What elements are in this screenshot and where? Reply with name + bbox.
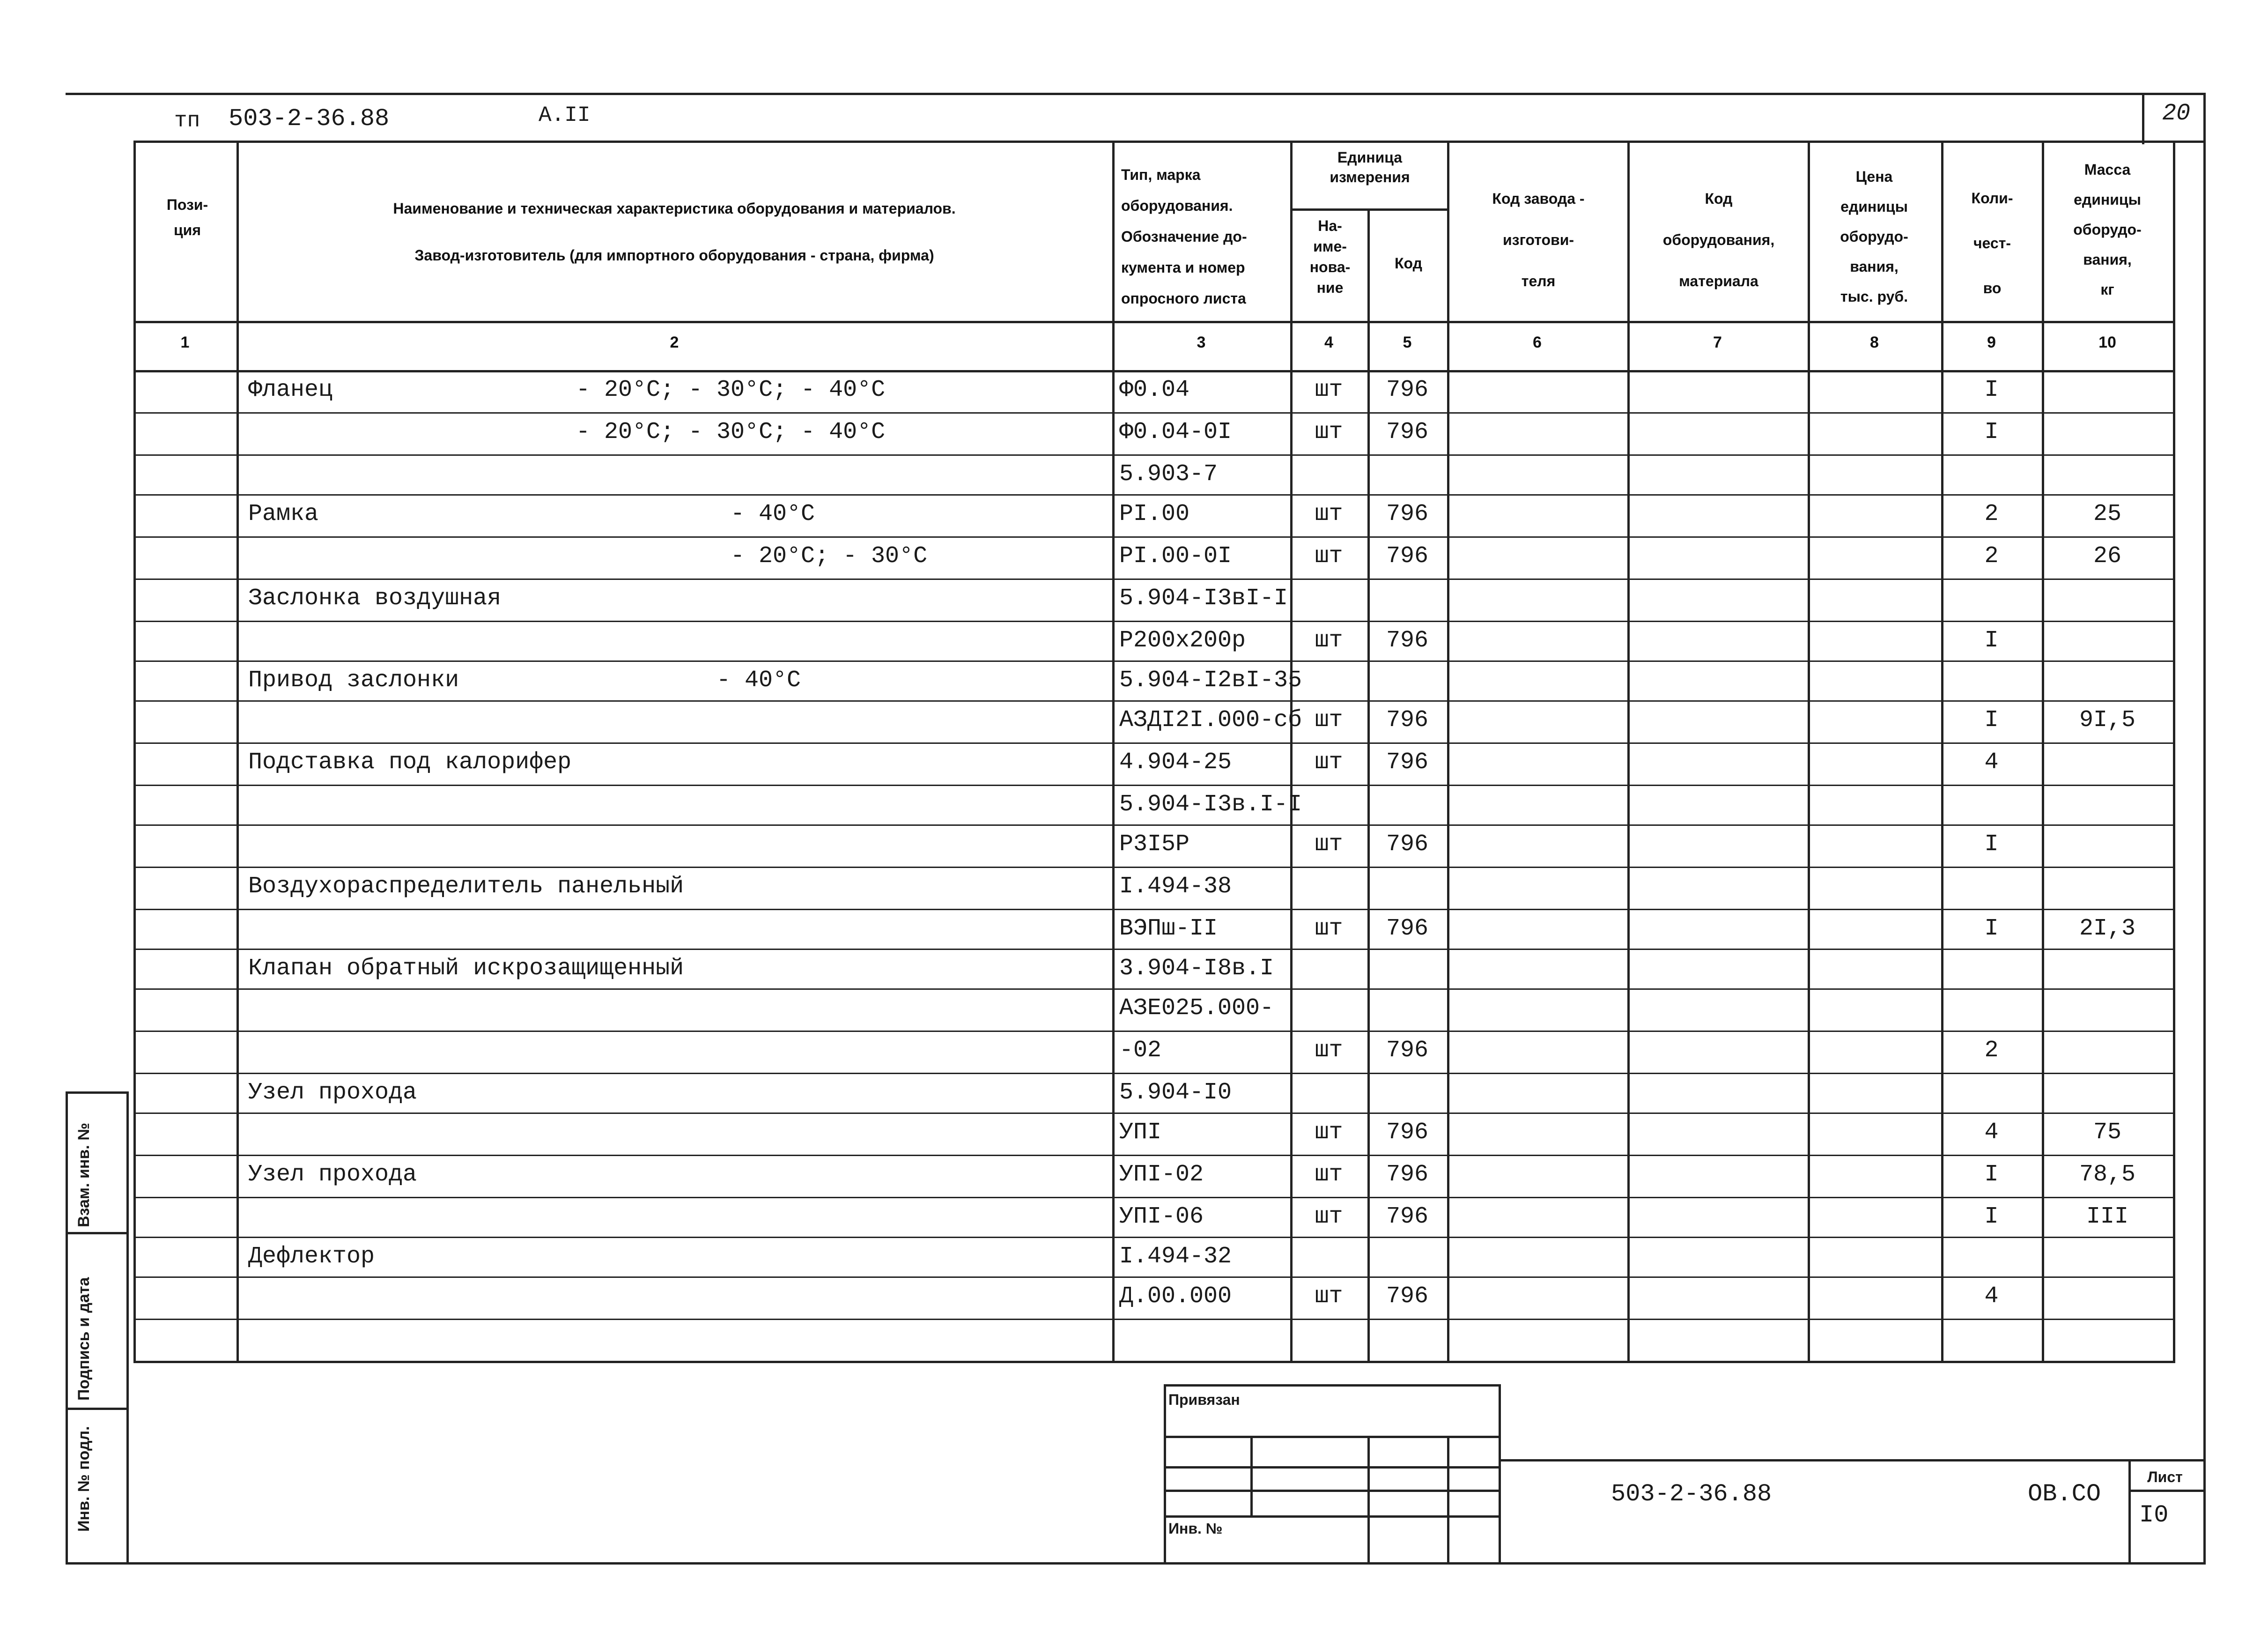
side-label-inv-podl: Инв. № подл. xyxy=(75,1426,93,1532)
stamp-border xyxy=(1164,1384,1501,1387)
item-name: Рамка xyxy=(248,501,319,527)
item-unit: шт xyxy=(1315,831,1343,858)
stamp-sheet-label: Лист xyxy=(2147,1469,2183,1485)
item-unit: шт xyxy=(1315,707,1343,734)
stamp-bound-label: Привязан xyxy=(1168,1391,1240,1408)
item-quantity: I xyxy=(1984,1203,1999,1230)
row-border xyxy=(133,1361,2175,1363)
header-col5: Код xyxy=(1395,255,1422,272)
stamp-border xyxy=(1164,1466,1501,1469)
item-unit: шт xyxy=(1315,1119,1343,1146)
stamp-border xyxy=(1447,1436,1449,1562)
column-number: 1 xyxy=(180,334,190,351)
column-number: 3 xyxy=(1197,334,1206,351)
stamp-border xyxy=(1164,1515,1501,1518)
item-quantity: 4 xyxy=(1984,1283,1999,1310)
column-border xyxy=(1447,141,1449,1363)
side-margin-border xyxy=(66,1408,129,1410)
item-unit: шт xyxy=(1315,915,1343,942)
row-border xyxy=(133,1031,2175,1032)
column-border xyxy=(1627,141,1630,1363)
item-name: Узел прохода xyxy=(248,1079,417,1106)
header-col1: Пози- ция xyxy=(166,196,208,238)
stamp-border xyxy=(1164,1436,1501,1438)
item-type-mark: РI.00-0I xyxy=(1119,543,1232,570)
item-type-mark: УПI-02 xyxy=(1119,1161,1204,1188)
item-mass: 26 xyxy=(2093,543,2121,570)
item-temperature: - 40°С xyxy=(717,667,801,694)
item-type-mark: 5.904-I2вI-35 xyxy=(1119,667,1302,694)
side-margin-border xyxy=(66,1232,129,1234)
item-mass: 75 xyxy=(2093,1119,2121,1146)
stamp-border xyxy=(1164,1384,1166,1562)
column-border xyxy=(2173,141,2175,1363)
row-border xyxy=(133,1155,2175,1156)
column-number: 5 xyxy=(1403,334,1412,351)
item-type-mark: УПI-06 xyxy=(1119,1203,1204,1230)
row-border xyxy=(133,1276,2175,1278)
item-unit-code: 796 xyxy=(1386,543,1428,570)
table-top-border xyxy=(133,141,2175,143)
item-type-mark: I.494-38 xyxy=(1119,873,1232,900)
item-type-mark: РI.00 xyxy=(1119,501,1190,527)
stamp-border xyxy=(1367,1436,1370,1562)
row-border xyxy=(133,949,2175,950)
item-mass: 25 xyxy=(2093,501,2121,527)
stamp-section: ОВ.СО xyxy=(2028,1480,2101,1508)
item-quantity: 4 xyxy=(1984,749,1999,776)
column-number: 10 xyxy=(2098,334,2116,351)
item-name: Привод заслонки xyxy=(248,667,459,694)
row-border xyxy=(133,536,2175,538)
item-unit-code: 796 xyxy=(1386,627,1428,654)
header-project-code: 503-2-36.88 xyxy=(229,105,390,133)
stamp-border xyxy=(1250,1436,1253,1515)
item-type-mark: АЗЕ025.000- xyxy=(1119,995,1274,1022)
item-unit: шт xyxy=(1315,627,1343,654)
side-margin-border xyxy=(126,1091,129,1565)
item-type-mark: АЗДI2I.000-сб xyxy=(1119,707,1302,734)
side-margin-border xyxy=(66,1091,129,1094)
column-number: 8 xyxy=(1870,334,1879,351)
item-name: Узел прохода xyxy=(248,1161,417,1188)
column-border xyxy=(236,141,239,1363)
row-border xyxy=(133,909,2175,910)
item-temperature: - 20°С; - 30°С; - 40°С xyxy=(576,377,886,403)
item-name: Фланец xyxy=(248,377,333,403)
item-type-mark: Д.00.000 xyxy=(1119,1283,1232,1310)
row-border xyxy=(133,412,2175,414)
row-border xyxy=(133,1237,2175,1238)
item-mass: III xyxy=(2086,1203,2128,1230)
item-unit: шт xyxy=(1315,749,1343,776)
item-quantity: I xyxy=(1984,1161,1999,1188)
column-number: 9 xyxy=(1987,334,1996,351)
item-type-mark: ВЭПш-II xyxy=(1119,915,1218,942)
row-border xyxy=(133,742,2175,744)
item-name: Клапан обратный искрозащищенный xyxy=(248,955,684,982)
item-mass: 78,5 xyxy=(2079,1161,2136,1188)
sheet-bottom-border xyxy=(66,1562,2206,1565)
item-type-mark: 5.904-I0 xyxy=(1119,1079,1232,1106)
stamp-border xyxy=(2128,1490,2206,1492)
header-prefix: тп xyxy=(174,109,200,133)
row-border xyxy=(133,785,2175,786)
header-col7: Код оборудования, материала xyxy=(1662,190,1775,289)
item-unit-code: 796 xyxy=(1386,1283,1428,1310)
item-quantity: 2 xyxy=(1984,501,1999,527)
item-unit-code: 796 xyxy=(1386,1161,1428,1188)
page-number: 20 xyxy=(2162,100,2190,127)
side-label-podpis-data: Подпись и дата xyxy=(75,1277,93,1401)
column-number: 7 xyxy=(1713,334,1722,351)
item-unit-code: 796 xyxy=(1386,419,1428,445)
item-type-mark: Ф0.04 xyxy=(1119,377,1190,403)
header-col3: Тип, марка оборудования. Обозначение до- кумента и номер опросного листа xyxy=(1121,166,1247,307)
item-unit-code: 796 xyxy=(1386,1037,1428,1064)
item-unit: шт xyxy=(1315,419,1343,445)
item-unit-code: 796 xyxy=(1386,831,1428,858)
item-unit-code: 796 xyxy=(1386,501,1428,527)
item-type-mark: 4.904-25 xyxy=(1119,749,1232,776)
item-quantity: I xyxy=(1984,831,1999,858)
header-col4: На- име- нова- ние xyxy=(1309,217,1351,296)
item-quantity: I xyxy=(1984,915,1999,942)
stamp-border xyxy=(2128,1459,2131,1562)
row-border xyxy=(133,660,2175,662)
item-name: Дефлектор xyxy=(248,1243,375,1270)
item-quantity: 2 xyxy=(1984,543,1999,570)
item-name: Подставка под калорифер xyxy=(248,749,572,776)
row-border xyxy=(133,454,2175,456)
row-border xyxy=(133,370,2175,372)
side-label-vzam-inv: Взам. инв. № xyxy=(75,1122,93,1227)
row-border xyxy=(133,988,2175,990)
item-temperature: - 20°С; - 30°С xyxy=(731,543,928,570)
row-border xyxy=(133,1197,2175,1198)
item-quantity: I xyxy=(1984,419,1999,445)
stamp-doc-code: 503-2-36.88 xyxy=(1611,1480,1772,1508)
header-col6: Код завода - изготови- теля xyxy=(1492,190,1585,289)
item-unit-code: 796 xyxy=(1386,377,1428,403)
row-border xyxy=(133,824,2175,826)
item-unit-code: 796 xyxy=(1386,1203,1428,1230)
column-number: 6 xyxy=(1533,334,1542,351)
item-quantity: I xyxy=(1984,627,1999,654)
row-border xyxy=(133,1113,2175,1114)
item-mass: 2I,3 xyxy=(2079,915,2136,942)
header-col9: Коли- чест- во xyxy=(1971,190,2013,297)
row-border xyxy=(133,867,2175,868)
item-unit-code: 796 xyxy=(1386,749,1428,776)
row-border xyxy=(133,1319,2175,1320)
item-unit: шт xyxy=(1315,377,1343,403)
item-unit: шт xyxy=(1315,1161,1343,1188)
header-col2: Наименование и техническая характеристика оборудования и материалов. Завод-изготовитель (для импортного оборудования - страна, фирма) xyxy=(393,200,956,264)
column-number: 2 xyxy=(670,334,679,351)
item-mass: 9I,5 xyxy=(2079,707,2136,734)
item-quantity: 4 xyxy=(1984,1119,1999,1146)
item-type-mark: УПI xyxy=(1119,1119,1162,1146)
item-type-mark: Р200х200р xyxy=(1119,627,1246,654)
item-quantity: 2 xyxy=(1984,1037,1999,1064)
item-unit-code: 796 xyxy=(1386,915,1428,942)
item-type-mark: Ф0.04-0I xyxy=(1119,419,1232,445)
row-border xyxy=(133,579,2175,580)
item-name: Воздухораспределитель панельный xyxy=(248,873,684,900)
item-type-mark: -02 xyxy=(1119,1037,1162,1064)
stamp-border xyxy=(1499,1459,2203,1461)
row-border xyxy=(133,494,2175,496)
item-unit: шт xyxy=(1315,501,1343,527)
row-border xyxy=(133,1073,2175,1074)
stamp-sheet-number: I0 xyxy=(2139,1501,2169,1529)
item-type-mark: 5.903-7 xyxy=(1119,461,1218,488)
header-bottom-border xyxy=(133,321,2175,323)
item-type-mark: 5.904-I3в.I-I xyxy=(1119,791,1302,818)
row-border xyxy=(133,621,2175,622)
item-type-mark: 3.904-I8в.I xyxy=(1119,955,1274,982)
side-margin-border xyxy=(66,1091,68,1565)
stamp-border xyxy=(1164,1490,1501,1492)
column-border xyxy=(1808,141,1810,1363)
row-border xyxy=(133,700,2175,702)
item-type-mark: I.494-32 xyxy=(1119,1243,1232,1270)
stamp-border xyxy=(1499,1384,1501,1562)
item-unit: шт xyxy=(1315,1037,1343,1064)
item-unit: шт xyxy=(1315,543,1343,570)
item-type-mark: 5.904-I3вI-I xyxy=(1119,585,1288,612)
header-unit-group: Единица измерения xyxy=(1330,149,1410,185)
item-unit: шт xyxy=(1315,1203,1343,1230)
item-quantity: I xyxy=(1984,707,1999,734)
item-temperature: - 20°С; - 30°С; - 40°С xyxy=(576,419,886,445)
header-col10: Масса единицы оборудо- вания, кг xyxy=(2073,161,2142,298)
item-temperature: - 40°С xyxy=(731,501,815,527)
item-name: Заслонка воздушная xyxy=(248,585,502,612)
column-border xyxy=(1112,141,1115,1363)
header-col8: Цена единицы оборудо- вания, тыс. руб. xyxy=(1840,168,1908,305)
item-type-mark: Р3I5Р xyxy=(1119,831,1190,858)
stamp-inv-label: Инв. № xyxy=(1168,1520,1223,1537)
column-number: 4 xyxy=(1324,334,1333,351)
item-unit-code: 796 xyxy=(1386,1119,1428,1146)
item-unit: шт xyxy=(1315,1283,1343,1310)
header-album: А.II xyxy=(539,103,591,127)
column-border xyxy=(133,141,136,1363)
item-unit-code: 796 xyxy=(1386,707,1428,734)
item-quantity: I xyxy=(1984,377,1999,403)
